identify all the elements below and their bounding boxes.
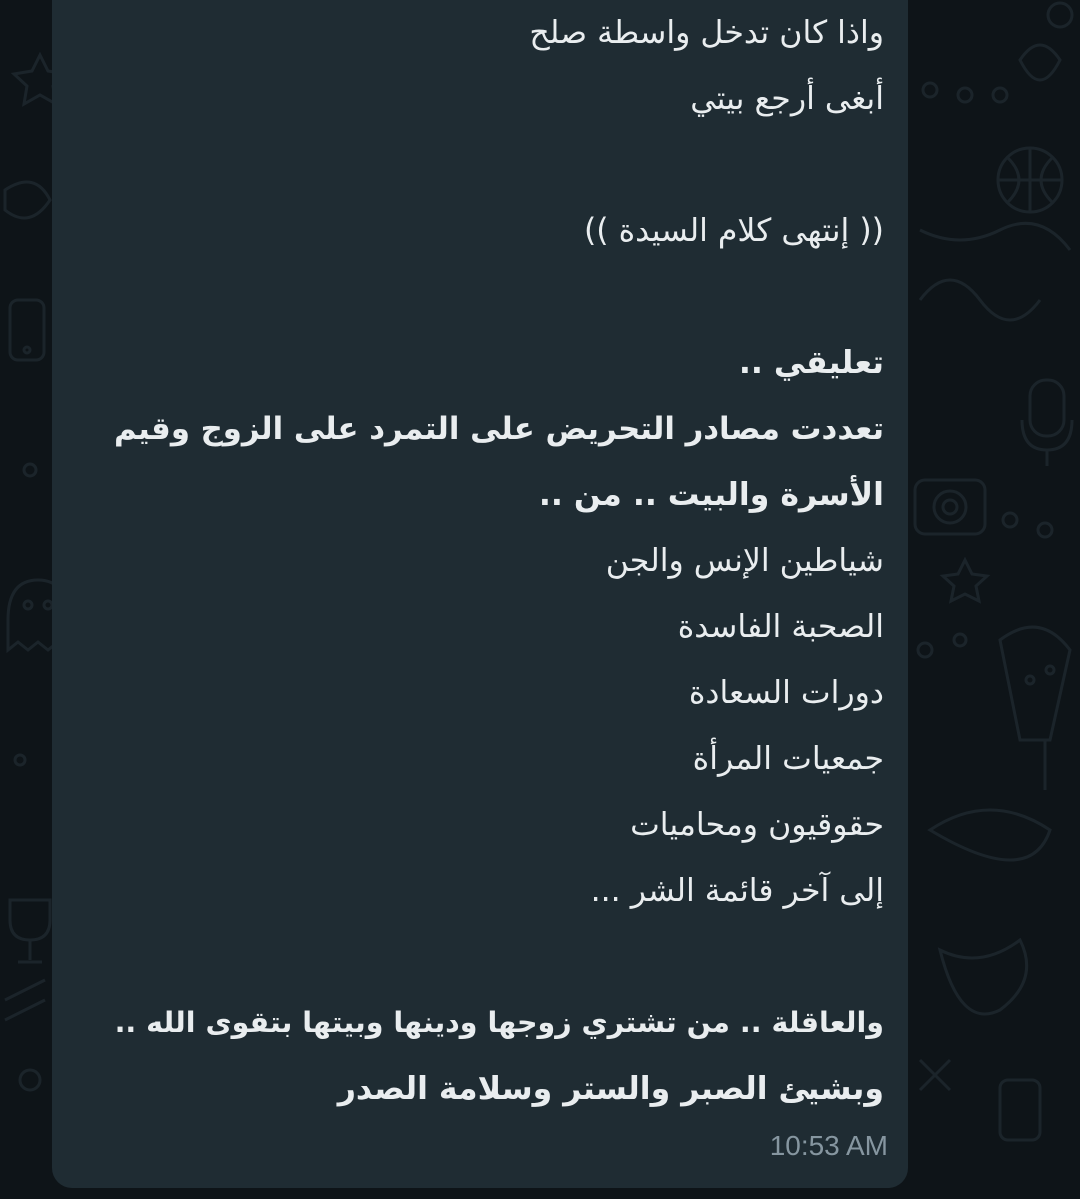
message-line: تعليقي .. [738, 345, 884, 381]
message-line: أبغى أرجع بيتي [690, 81, 884, 117]
message-line: دورات السعادة [688, 675, 884, 711]
message-timestamp: 10:53 AM [769, 1130, 888, 1161]
ice-cream-icon [1000, 627, 1070, 790]
message-line: الأسرة والبيت .. من .. [538, 477, 884, 513]
message-blank-line [104, 132, 884, 198]
phone-icon [10, 300, 44, 360]
message-line: واذا كان تدخل واسطة صلح [529, 15, 884, 51]
message-text [104, 0, 884, 1122]
message-line: تعددت مصادر التحريض على التمرد على الزوج وقيم [114, 411, 884, 447]
message-blank-line [104, 264, 884, 330]
message-line: (( إنتهى كلام السيدة )) [583, 213, 884, 249]
star-icon [943, 560, 987, 601]
message-line: والعاقلة .. من تشتري زوجها ودينها وبيتها بتقوى الله .. [114, 1006, 884, 1039]
trophy-icon [10, 900, 50, 962]
message-line: شياطين الإنس والجن [605, 543, 884, 579]
message-blank-line [104, 924, 884, 990]
message-line: الصحبة الفاسدة [677, 609, 884, 645]
message-line: جمعيات المرأة [692, 741, 884, 777]
message-line: حقوقيون ومحاميات [630, 807, 884, 843]
microphone-icon [1022, 380, 1072, 466]
message-line: وبشيئ الصبر والستر وسلامة الصدر [337, 1071, 884, 1107]
basketball-icon [998, 148, 1062, 212]
camera-icon [915, 480, 985, 534]
message-line: إلى آخر قائمة الشر ... [590, 873, 884, 909]
